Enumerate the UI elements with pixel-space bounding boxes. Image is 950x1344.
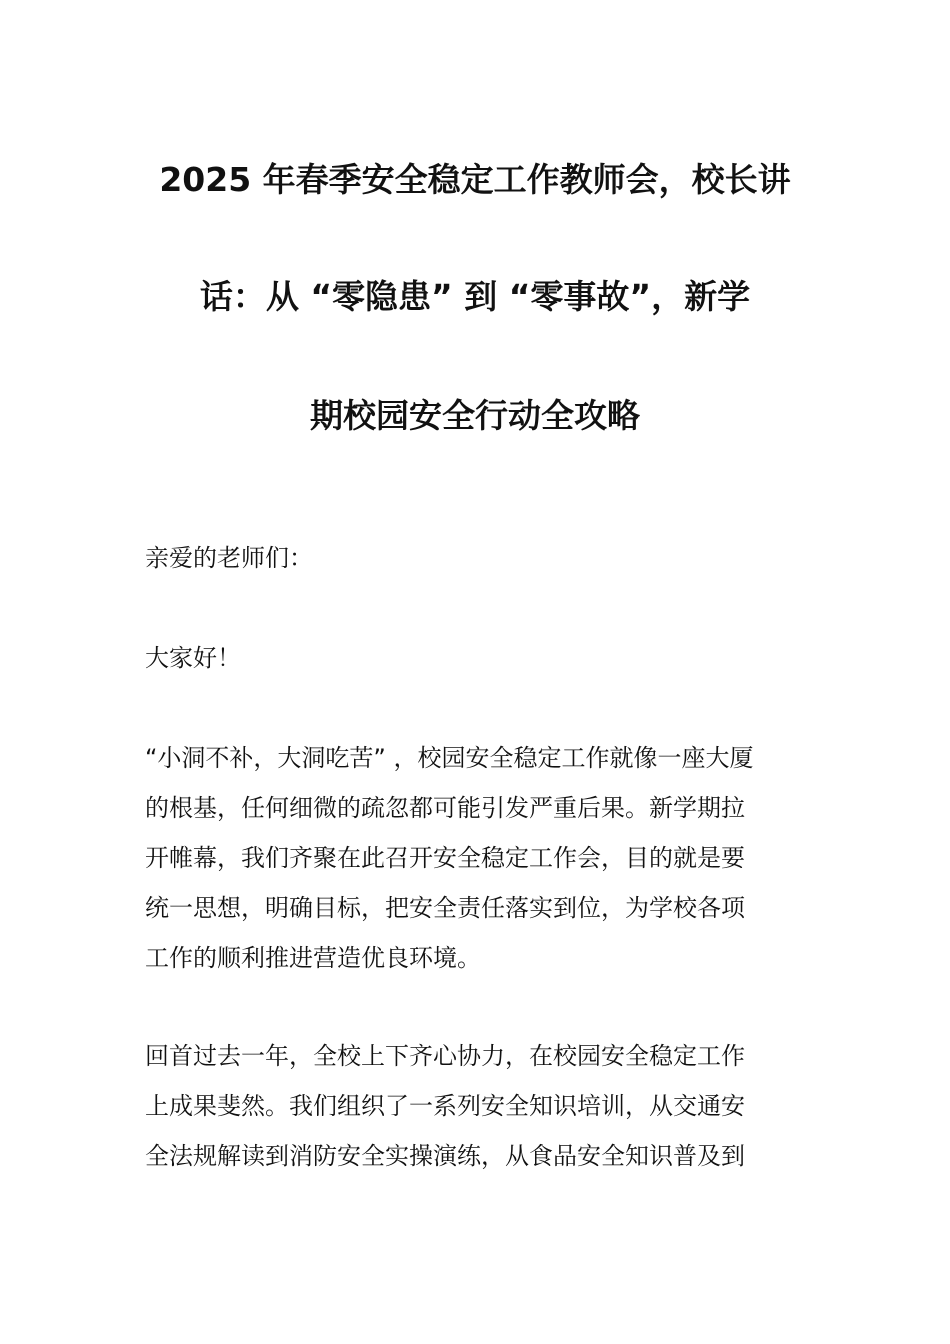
paragraph-1-line: 工作的顺利推进营造优良环境。	[145, 944, 481, 972]
paragraph-1-line: 统一思想，明确目标，把安全责任落实到位，为学校各项	[145, 894, 745, 922]
salutation-text: 亲爱的老师们：	[145, 544, 313, 572]
paragraph-2-line: 上成果斐然。我们组织了一系列安全知识培训，从交通安	[145, 1092, 745, 1120]
paragraph-2-line: 全法规解读到消防安全实操演练，从食品安全知识普及到	[145, 1142, 745, 1170]
paragraph-1-line: “小洞不补，大洞吃苦” ，校园安全稳定工作就像一座大厦	[145, 744, 754, 772]
greeting-text: 大家好！	[145, 644, 241, 672]
salutation	[145, 533, 810, 583]
paragraph-1-line: 开帷幕，我们齐聚在此召开安全稳定工作会，目的就是要	[145, 844, 745, 872]
document-title-line-2: 话：从 “零隐患” 到 “零事故”，新学	[199, 277, 751, 316]
paragraph-2-line: 回首过去一年，全校上下齐心协力，在校园安全稳定工作	[145, 1042, 745, 1070]
paragraph-1	[145, 733, 810, 983]
greeting	[145, 633, 810, 683]
paragraph-1-line: 的根基，任何细微的疏忽都可能引发严重后果。新学期拉	[145, 794, 745, 822]
document-title-line-1: 2025 年春季安全稳定工作教师会，校长讲	[159, 160, 791, 199]
paragraph-2	[145, 1031, 810, 1181]
document-title-line-3: 期校园安全行动全攻略	[310, 396, 640, 435]
